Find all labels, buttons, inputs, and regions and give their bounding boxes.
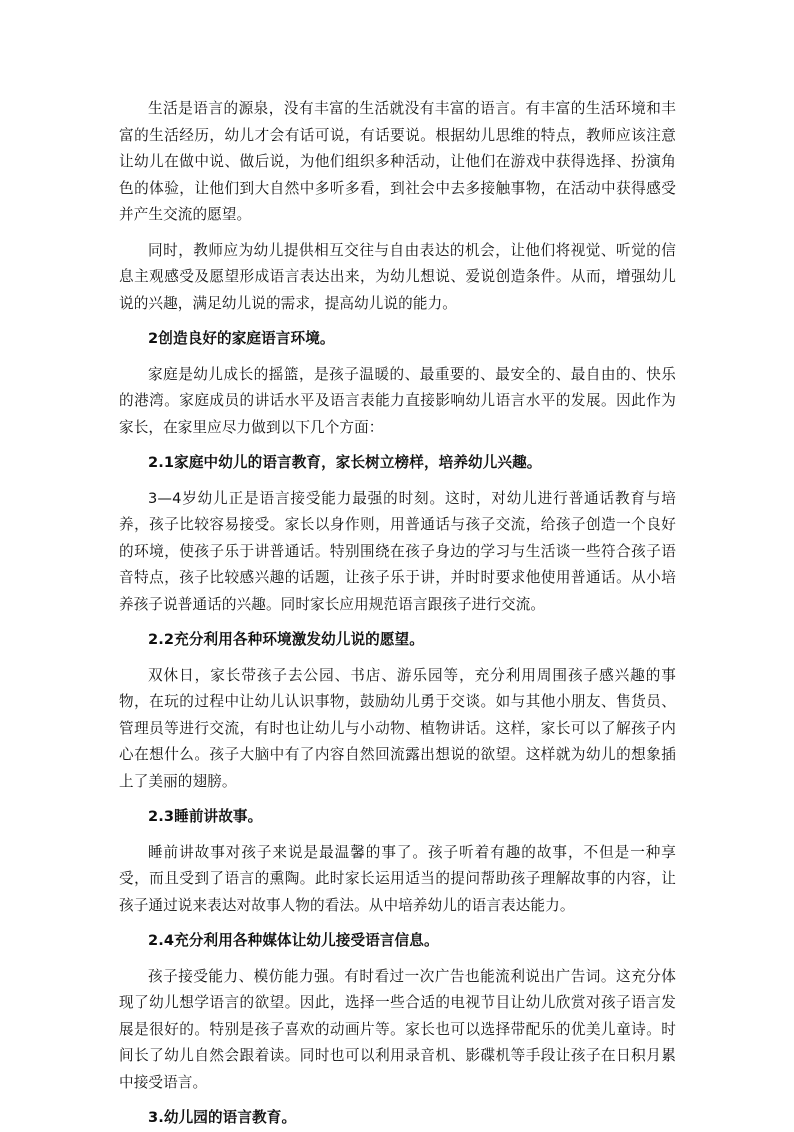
paragraph-bedtime-stories: 睡前讲故事对孩子来说是最温馨的事了。孩子听着有趣的故事，不但是一种享受，而且受到了语言的熏陶。此时家长运用适当的提问帮助孩子理解故事的内容，让孩子通过说来表达对故事人物的看法。从中培养幼儿的语言表达能力。 bbox=[119, 843, 676, 914]
paragraph-teacher-opportunity: 同时，教师应为幼儿提供相互交往与自由表达的机会，让他们将视觉、听觉的信息主观感受及愿望形成语言表达出来，为幼儿想说、爱说创造条件。从而，增强幼儿说的兴趣，满足幼儿说的需求，提高幼儿说的能力。 bbox=[119, 241, 676, 312]
section-heading-2-2: 2.2充分利用各种环境激发幼儿说的愿望。 bbox=[148, 631, 424, 648]
paragraph-mandarin-education: 3—4岁幼儿正是语言接受能力最强的时刻。这时，对幼儿进行普通话教育与培养，孩子比较容易接受。家长以身作则，用普通话与孩子交流，给孩子创造一个良好的环境，使孩子乐于讲普通话。特别围绕在孩子身边的学习与生活谈一些符合孩子语音特点，孩子比较感兴趣的话题，让孩子乐于讲，并时时要求他使用普通话。从小培养孩子说普通话的兴趣。同时家长应用规范语言跟孩子进行交流。 bbox=[119, 489, 676, 613]
paragraph-weekend-outings: 双休日，家长带孩子去公园、书店、游乐园等，充分利用周围孩子感兴趣的事物，在玩的过程中让幼儿认识事物，鼓励幼儿勇于交谈。如与其他小朋友、售货员、管理员等进行交流，有时也让幼儿与小动物、植物讲话。这样，家长可以了解孩子内心在想什么。孩子大脑中有了内容自然回流露出想说的欲望。这样就为幼儿的想象插上了美丽的翅膀。 bbox=[119, 666, 676, 790]
section-heading-3: 3.幼儿园的语言教育。 bbox=[148, 1109, 297, 1126]
paragraph-life-source: 生活是语言的源泉，没有丰富的生活就没有丰富的语言。有丰富的生活环境和丰富的生活经历，幼儿才会有话可说，有话要说。根据幼儿思维的特点，教师应该注意让幼儿在做中说、做后说，为他们组织多种活动，让他们在游戏中获得选择、扮演角色的体验，让他们到大自然中多听多看，到社会中去多接触事物，在活动中获得感受并产生交流的愿望。 bbox=[119, 100, 676, 223]
section-heading-2-1: 2.1家庭中幼儿的语言教育，家长树立榜样，培养幼儿兴趣。 bbox=[148, 454, 542, 471]
section-heading-2-4: 2.4充分利用各种媒体让幼儿接受语言信息。 bbox=[148, 932, 439, 949]
paragraph-family-cradle: 家庭是幼儿成长的摇篮，是孩子温暖的、最重要的、最安全的、最自由的、快乐的港湾。家庭成员的讲话水平及语言表能力直接影响幼儿语言水平的发展。因此作为家长，在家里应尽力做到以下几个方面： bbox=[119, 365, 676, 436]
section-heading-2: 2创造良好的家庭语言环境。 bbox=[148, 330, 335, 347]
paragraph-media-language: 孩子接受能力、模仿能力强。有时看过一次广告也能流利说出广告词。这充分体现了幼儿想学语言的欲望。因此，选择一些合适的电视节目让幼儿欣赏对孩子语言发展是很好的。特别是孩子喜欢的动画片等。家长也可以选择带配乐的优美儿童诗。时间长了幼儿自然会跟着读。同时也可以利用录音机、影碟机等手段让孩子在日积月累中接受语言。 bbox=[119, 967, 676, 1091]
section-heading-2-3: 2.3睡前讲故事。 bbox=[148, 808, 263, 825]
